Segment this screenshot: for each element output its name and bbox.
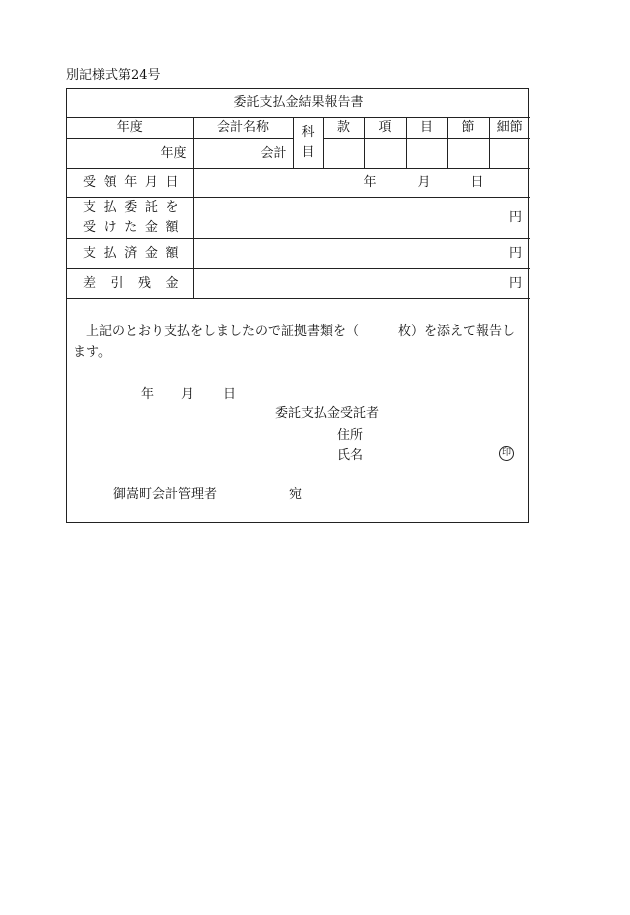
year-field[interactable]: 年度 [67,139,193,169]
header-setsu: 節 [447,118,489,139]
setsu-field[interactable] [447,139,489,169]
header-saisetsu: 細節 [489,118,530,139]
balance-label: 差引残金 [67,269,193,299]
paid-amount-field[interactable]: 円 [193,239,530,269]
header-year: 年度 [67,118,193,139]
balance-field[interactable]: 円 [193,269,530,299]
entrusted-amount-label-2: 受けた金額 [83,220,179,235]
form-number: 別記様式第24号 [66,68,161,83]
receipt-year-label: 年 [363,175,377,190]
paid-amount-label: 支払済金額 [67,239,193,269]
header-kou: 項 [364,118,406,139]
report-date-year: 年 [141,387,155,402]
seal-mark-icon: 印 [499,446,514,461]
header-kamoku-2: 目 [301,145,315,160]
receipt-date-label: 受領年月日 [67,169,193,198]
receipt-date-field[interactable] [193,169,530,198]
addressee-honorific: 宛 [289,487,303,502]
entrusted-amount-label [67,198,193,239]
receipt-month-label: 月 [417,175,431,190]
report-date-month: 月 [181,387,195,402]
report-form [66,88,529,523]
saisetsu-field[interactable] [489,139,530,169]
addressee: 御嵩町会計管理者 [113,487,218,502]
address-label: 住所 [337,428,364,443]
report-date-day: 日 [223,387,237,402]
form-title: 委託支払金結果報告書 [67,89,530,118]
header-account-name: 会計名称 [193,118,293,139]
trustee-label: 委託支払金受託者 [275,406,380,421]
header-kamoku [293,118,323,169]
account-name-field[interactable]: 会計 [193,139,293,169]
header-kan: 款 [323,118,364,139]
kan-field[interactable] [323,139,364,169]
entrusted-amount-label-1: 支払委託を [83,200,179,215]
entrusted-amount-field[interactable]: 円 [193,198,530,239]
receipt-day-label: 日 [470,175,484,190]
kou-field[interactable] [364,139,406,169]
moku-field[interactable] [406,139,447,169]
name-label: 氏名 [337,448,364,463]
header-kamoku-1: 科 [301,125,315,140]
form-table [67,89,530,299]
report-statement: 上記のとおり支払をしましたので証拠書類を（ 枚）を添えて報告します。 [73,324,516,360]
header-moku: 目 [406,118,447,139]
